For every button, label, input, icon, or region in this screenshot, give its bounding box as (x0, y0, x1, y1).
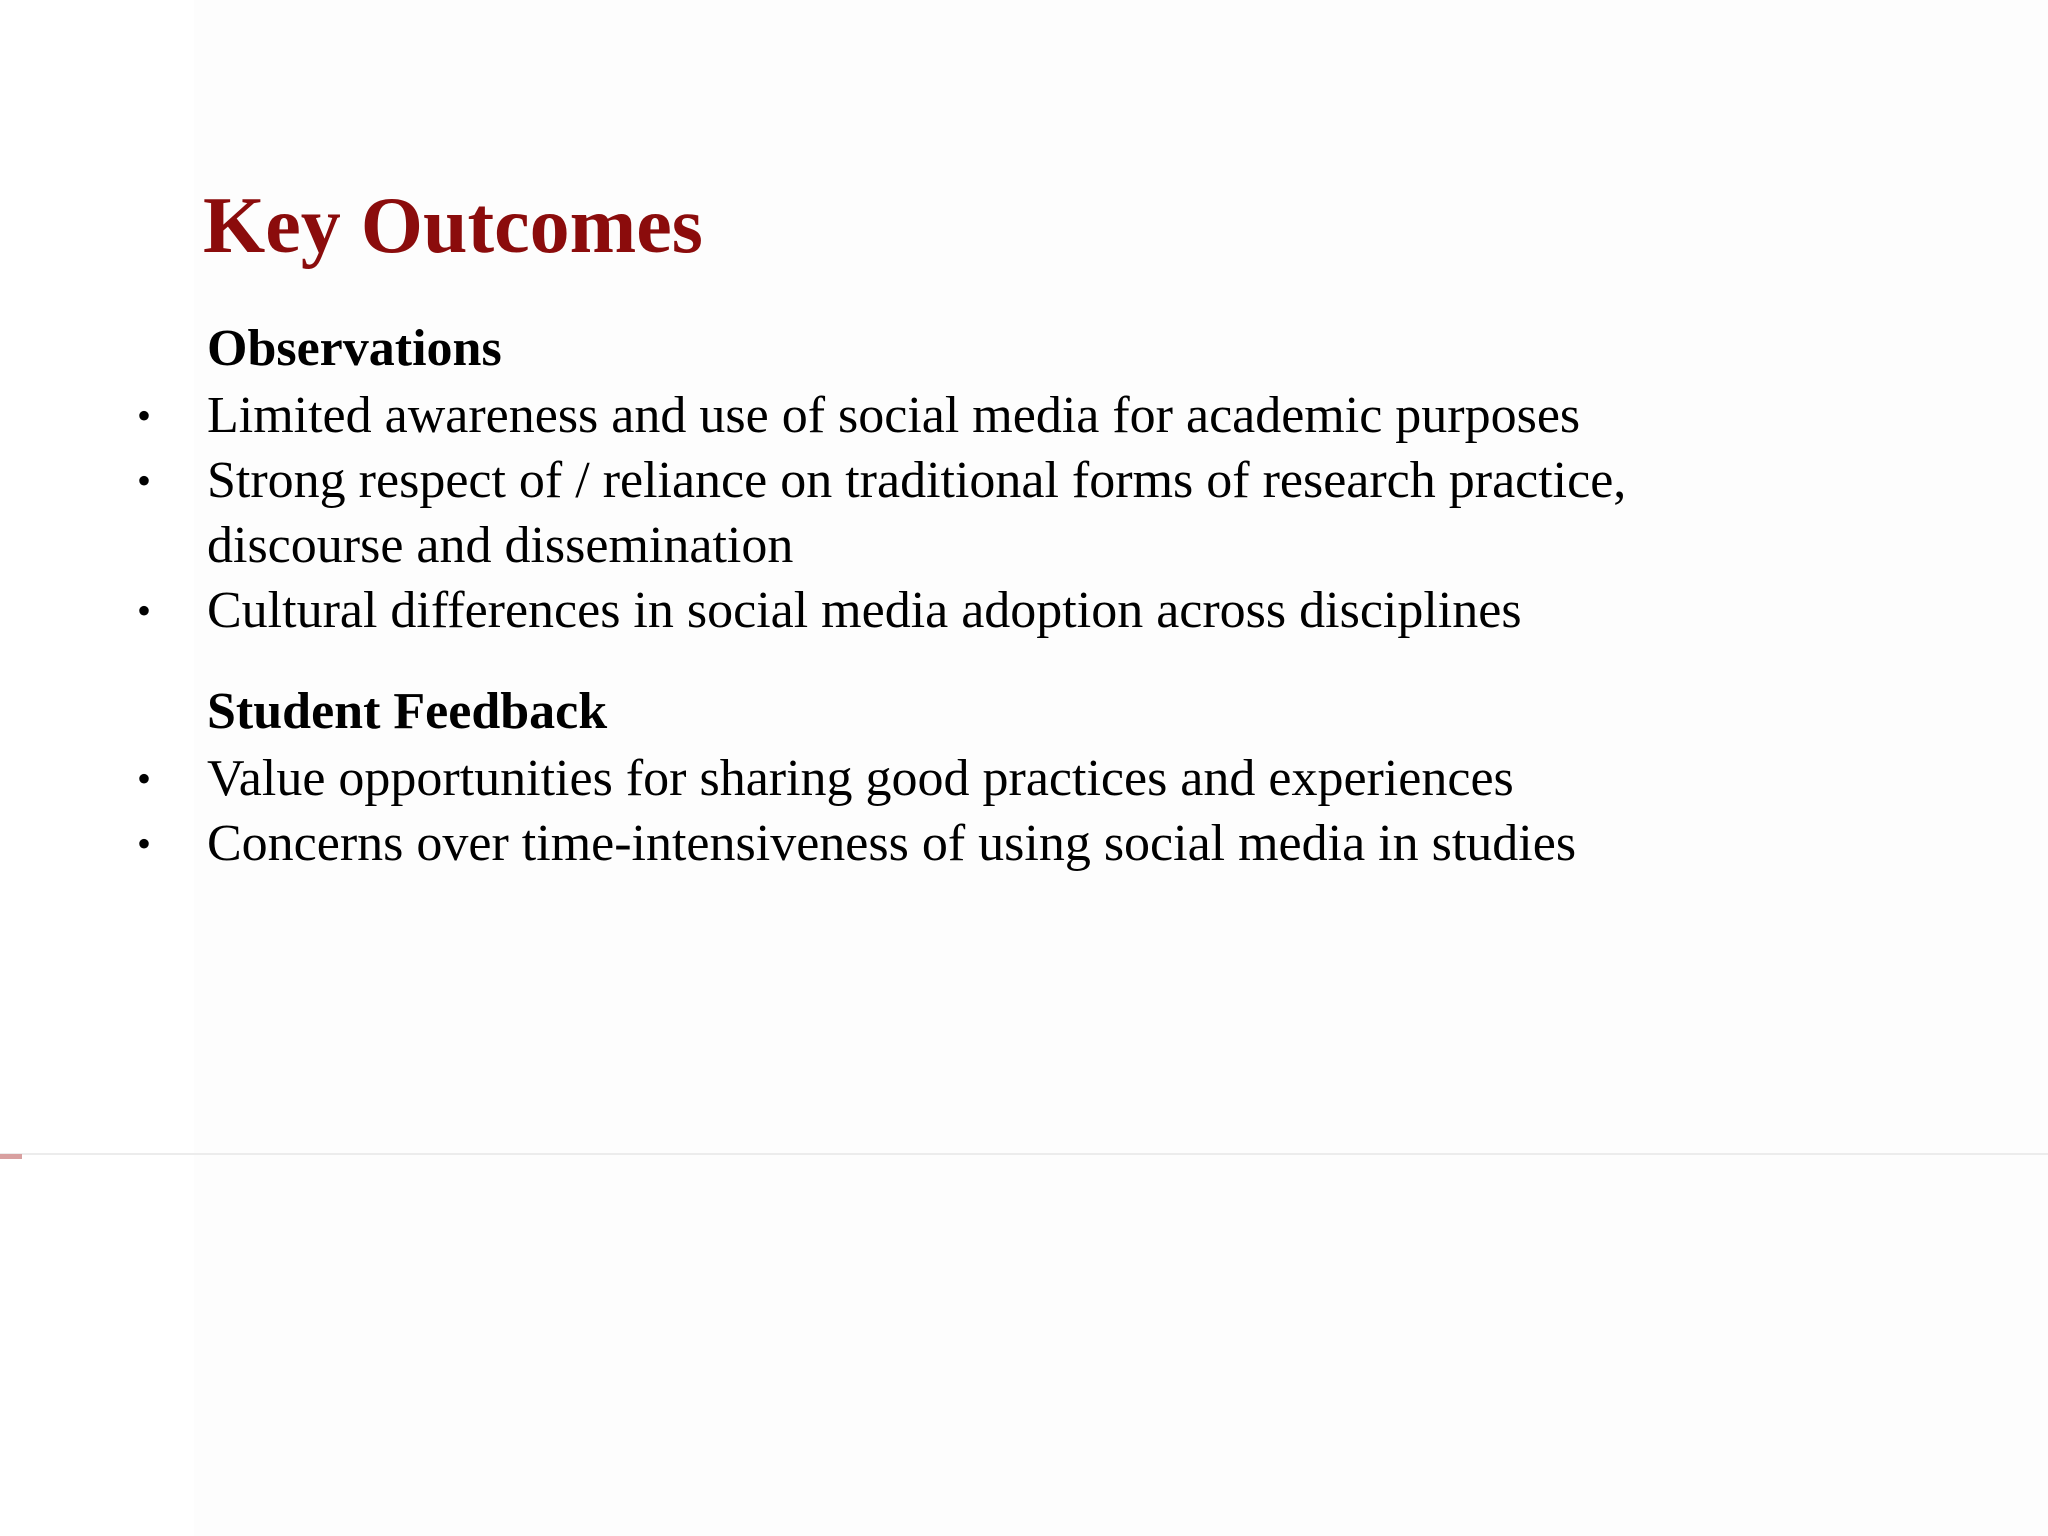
bullet-icon: • (137, 821, 152, 866)
bullet-text: Limited awareness and use of social media for academic purposes (207, 387, 1581, 444)
list-item (0, 746, 1787, 811)
bullet-text: Strong respect of / reliance on traditional forms of research practice, discourse and dissemination (207, 452, 1627, 574)
slide-title: Key Outcomes (203, 182, 703, 270)
bullet-icon: • (137, 588, 152, 633)
bullet-icon: • (137, 756, 152, 801)
list-item (0, 578, 1787, 643)
bullet-icon: • (137, 458, 152, 503)
bullet-text: Cultural differences in social media adoption across disciplines (207, 582, 1522, 639)
observations-list (0, 383, 2048, 643)
list-item (0, 448, 1787, 578)
bullet-icon: • (137, 393, 152, 438)
slide-thumbnail-marker[interactable] (0, 1154, 22, 1159)
slide-divider (0, 1153, 2048, 1155)
student-feedback-list (0, 746, 2048, 876)
list-item (0, 811, 1787, 876)
section-heading-student-feedback: Student Feedback (207, 683, 608, 740)
list-item (0, 383, 1787, 448)
bullet-text: Value opportunities for sharing good practices and experiences (207, 750, 1514, 807)
section-heading-observations: Observations (207, 320, 502, 377)
bullet-text: Concerns over time-intensiveness of using social media in studies (207, 815, 1577, 872)
